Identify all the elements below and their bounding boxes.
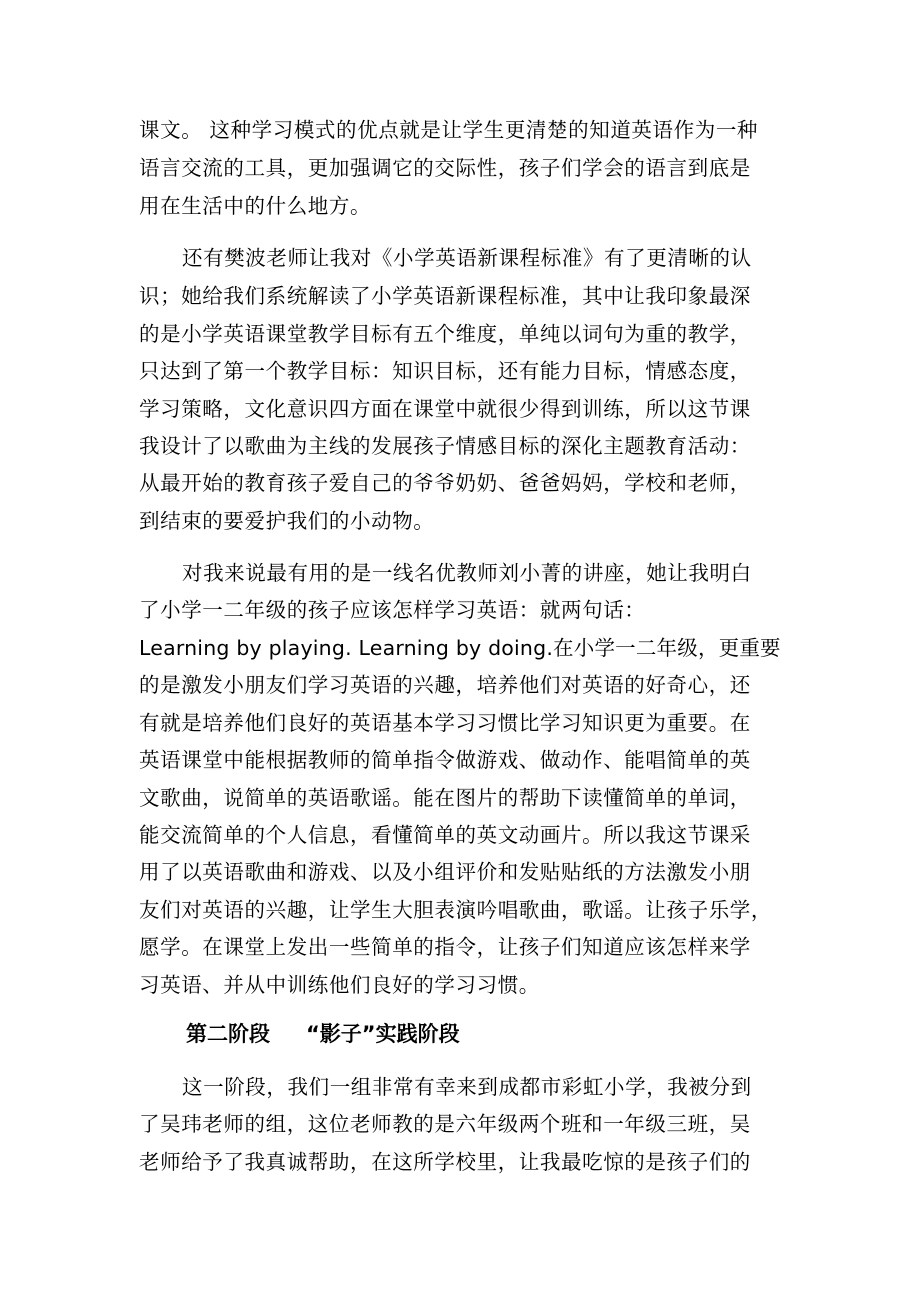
text-line: 从最开始的教育孩子爱自己的爷爷奶奶、爸爸妈妈，学校和老师，: [139, 471, 751, 495]
text-line: 了小学一二年级的孩子应该怎样学习英语：就两句话：: [139, 598, 646, 622]
text-line: 课文。 这种学习模式的优点就是让学生更清楚的知道英语作为一种: [139, 118, 759, 142]
text-line: 文歌曲，说简单的英语歌谣。能在图片的帮助下读懂简单的单词，: [139, 786, 751, 810]
paragraph-first-line: 还有樊波老师让我对《小学英语新课程标准》有了更清晰的认: [182, 246, 752, 270]
text-line: 愿学。在课堂上发出一些简单的指令，让孩子们知道应该怎样来学: [139, 935, 751, 959]
text-line: 学习策略，文化意识四方面在课堂中就很少得到训练，所以这节课: [139, 397, 751, 421]
text-line: 老师给予了我真诚帮助，在这所学校里，让我最吃惊的是孩子们的: [139, 1150, 751, 1174]
text-line: 用在生活中的什么地方。: [139, 194, 372, 218]
section-title: “影子”实践阶段: [306, 1022, 460, 1046]
text-line: 的是小学英语课堂教学目标有五个维度，单纯以词句为重的教学，: [139, 322, 751, 346]
text-line: 识；她给我们系统解读了小学英语新课程标准，其中让我印象最深: [139, 284, 751, 308]
text-line: 有就是培养他们良好的英语基本学习习惯比学习知识更为重要。在: [139, 711, 751, 735]
text-line: 只达到了第一个教学目标：知识目标，还有能力目标，情感态度，: [139, 359, 751, 383]
section-heading: [186, 1021, 460, 1047]
text-line: Learning by playing. Learning by doing.在小学一二年级，更重要: [139, 636, 781, 660]
text-line: 语言交流的工具，更加强调它的交际性，孩子们学会的语言到底是: [139, 156, 751, 180]
text-line: 能交流简单的个人信息，看懂简单的英文动画片。所以我这节课采: [139, 823, 751, 847]
text-line: 习英语、并从中训练他们良好的学习习惯。: [139, 973, 540, 997]
text-line: 我设计了以歌曲为主线的发展孩子情感目标的深化主题教育活动：: [139, 434, 751, 458]
text-line: 到结束的要爱护我们的小动物。: [139, 509, 435, 533]
text-line: 友们对英语的兴趣，让学生大胆表演吟唱歌曲，歌谣。让孩子乐学，: [139, 898, 772, 922]
text-line: 了吴玮老师的组，这位老师教的是六年级两个班和一年级三班，吴: [139, 1112, 751, 1136]
paragraph-first-line: 对我来说最有用的是一线名优教师刘小菁的讲座，她让我明白: [182, 561, 752, 585]
paragraph-first-line: 这一阶段，我们一组非常有幸来到成都市彩虹小学，我被分到: [182, 1075, 752, 1099]
text-line: 英语课堂中能根据教师的简单指令做游戏、做动作、能唱简单的英: [139, 748, 751, 772]
section-stage-label: 第二阶段: [186, 1022, 270, 1046]
text-line: 的是激发小朋友们学习英语的兴趣，培养他们对英语的好奇心，还: [139, 673, 751, 697]
text-line: 用了以英语歌曲和游戏、以及小组评价和发贴贴纸的方法激发小朋: [139, 860, 751, 884]
